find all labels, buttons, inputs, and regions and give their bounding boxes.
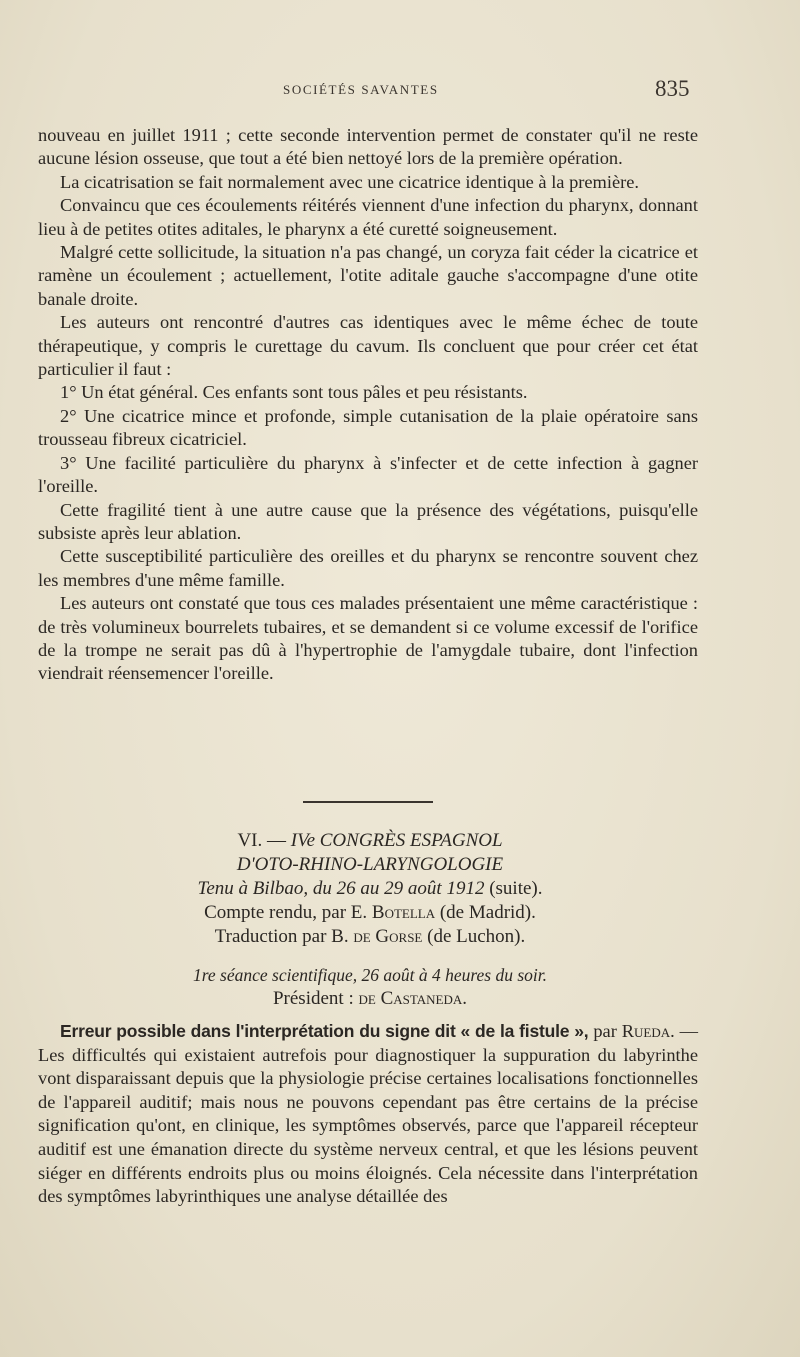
paragraph: Cette fragilité tient à une autre cause que la présence des végétations, puisqu'elle subsiste après leur ablation. <box>38 499 698 543</box>
article-paragraph <box>38 1020 698 1209</box>
section-heading <box>70 829 670 853</box>
report-suffix: (de Madrid). <box>435 902 536 923</box>
congress-heading-block <box>70 829 670 1011</box>
page-header <box>0 76 800 106</box>
session-line: 1re séance scientifique, 26 août à 4 heures du soir. <box>193 965 547 985</box>
venue-suffix: (suite). <box>484 878 543 899</box>
list-item: 3° Une facilité particulière du pharynx à s'infecter et de cette infection à gagner l'oreille. <box>38 452 698 497</box>
running-head: SOCIÉTÉS SAVANTES <box>283 82 439 97</box>
article-by: par <box>588 1021 622 1041</box>
paragraph: nouveau en juillet 1911 ; cette seconde intervention permet de constater qu'il ne reste aucune lésion osseuse, que tout a été bien nettoyé lors de la première opération. <box>38 125 698 169</box>
report-prefix: Compte rendu, par E. <box>204 902 372 923</box>
translation-suffix: (de Luchon). <box>422 926 526 947</box>
article <box>38 1020 698 1209</box>
paragraph: Malgré cette sollicitude, la situation n'a pas changé, un coryza fait céder la cicatrice et ramène un écoulement ; actuellement, l'otite aditale gauche s'accompagne d'une otite banale droite. <box>38 242 698 309</box>
paragraph: Les auteurs ont constaté que tous ces malades présentaient une même caractéristique : de très volumineux bourrelets tubaires, et se demandent si ce volume excessif de l'orifice de la trompe ne serait pas dû à l'hypertrophie de l'amygdale tubaire, dont l'infection viendrait réensemencer l'oreille. <box>38 593 698 684</box>
congress-subtitle: D'OTO-RHINO-LARYNGOLOGIE <box>236 854 504 875</box>
body-text <box>38 124 698 686</box>
article-text: . — Les difficultés qui existaient autrefois pour diagnostiquer la suppuration du labyrinthe vont disparaissant depuis que la physiologie précise certaines localisations fonctionnelles de l'appareil auditif; mais nous ne pouvons cependant pas être certains de la précise signification qu'ont, en clinique, les symptômes observés, parce que l'appareil récepteur auditif est une émanation directe du système nerveux central, et que les lésions peuvent siéger en différents endroits plus ou moins éloignés. Cela nécessite dans l'interprétation des symptômes labyrinthiques une analyse détaillée des <box>38 1021 698 1207</box>
president-line <box>70 987 670 1011</box>
president-name: de Castaneda. <box>358 988 467 1009</box>
section-number: VI. — <box>237 830 291 851</box>
paragraph: Les auteurs ont rencontré d'autres cas identiques avec le même échec de toute thérapeutique, y compris le curettage du cavum. Ils concluent que pour créer cet état particulier il faut : <box>38 312 698 380</box>
list-item: 2° Une cicatrice mince et profonde, simple cutanisation de la plaie opératoire sans trousseau fibreux cicatriciel. <box>38 405 698 450</box>
paragraph: Cette susceptibilité particulière des oreilles et du pharynx se rencontre souvent chez les membres d'une même famille. <box>38 546 698 590</box>
paragraph: La cicatrisation se fait normalement avec une cicatrice identique à la première. <box>60 171 640 192</box>
translation-credit <box>70 925 670 949</box>
page-number: 835 <box>655 76 690 101</box>
venue-text: Tenu à Bilbao, du 26 au 29 août 1912 <box>197 878 485 899</box>
report-credit <box>70 901 670 925</box>
congress-title: IVe CONGRÈS ESPAGNOL <box>290 830 503 851</box>
translation-author: de Gorse <box>353 926 423 947</box>
article-author: Rueda <box>621 1021 671 1041</box>
president-prefix: Président : <box>272 988 359 1009</box>
article-title: Erreur possible dans l'interprétation du signe dit « de la fistule », <box>60 1021 589 1041</box>
section-divider <box>303 801 433 803</box>
paragraph: Convaincu que ces écoulements réitérés viennent d'une infection du pharynx, donnant lieu à de petites otites aditales, le pharynx a été curetté soigneusement. <box>38 195 698 239</box>
list-item: 1° Un état général. Ces enfants sont tous pâles et peu résistants. <box>60 382 528 403</box>
congress-venue <box>70 877 670 901</box>
translation-prefix: Traduction par B. <box>214 926 354 947</box>
report-author: Botella <box>371 902 436 923</box>
